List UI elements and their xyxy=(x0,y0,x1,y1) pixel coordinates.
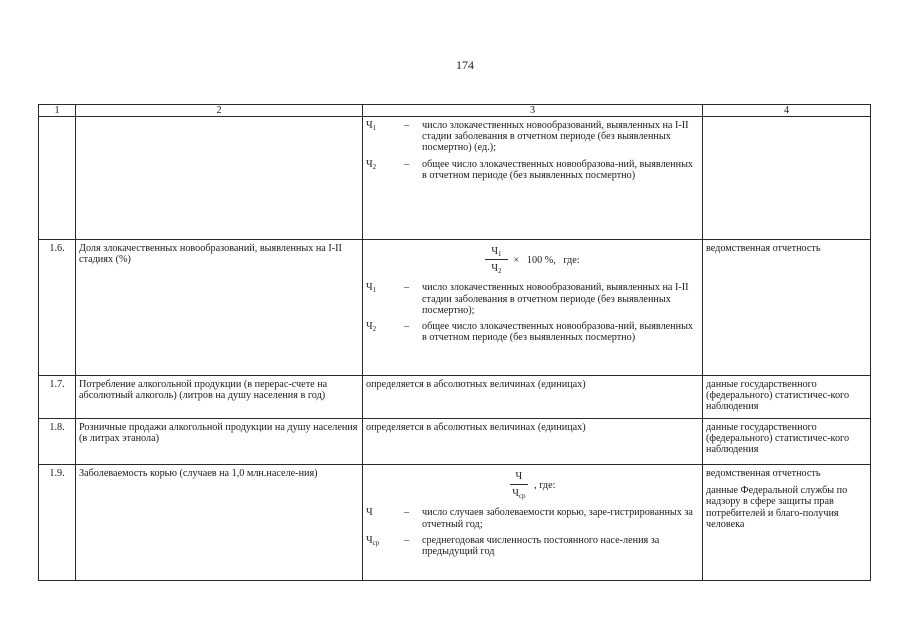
row-number: 1.9. xyxy=(39,465,76,581)
definition-symbol: $Ч_{ср}$ xyxy=(366,534,380,547)
formula xyxy=(366,246,699,274)
formula-fraction xyxy=(485,246,507,274)
definition-dash: – xyxy=(404,507,410,519)
formula-denominator: $Ч_{ср}$ xyxy=(512,488,526,501)
table-row-continuation xyxy=(39,117,871,240)
row-number: 1.8. xyxy=(39,419,76,465)
formula-numerator: $Ч_1$ xyxy=(485,246,507,260)
header-col-3: 3 xyxy=(363,105,703,117)
definition-dash: – xyxy=(404,534,410,546)
row-number-cell xyxy=(39,117,76,240)
definition-text: общее число злокачественных новообразова-ний, выявленных в отчетном периоде (без выявленных посмертно) xyxy=(422,321,694,344)
definition-text: число случаев заболеваемости корью, заре-гистрированных за отчетный год; xyxy=(422,507,693,530)
data-source: ведомственная отчетность xyxy=(703,240,871,376)
definition-symbol: $Ч_2$ xyxy=(366,158,377,171)
definition-symbol: Ч xyxy=(366,507,373,519)
formula-denominator: $Ч_2$ xyxy=(491,263,502,276)
definition-item xyxy=(366,321,699,343)
data-source: ведомственная отчетность xyxy=(706,468,821,479)
definition-dash: – xyxy=(404,158,410,170)
indicator-name: Доля злокачественных новообразований, выявленных на I-II стадиях (%) xyxy=(76,240,363,376)
formula-suffix: × 100 %, где: xyxy=(513,254,580,266)
table-row-1-9 xyxy=(39,465,871,581)
formula-fraction xyxy=(510,471,529,499)
calculation-method-cell xyxy=(363,465,703,581)
indicator-name: Розничные продажи алкогольной продукции на душу населения (в литрах этанола) xyxy=(76,419,363,465)
formula-numerator: Ч xyxy=(510,471,529,485)
definition-item xyxy=(366,507,699,529)
table-row-1-6 xyxy=(39,240,871,376)
definition-symbol: $Ч_1$ xyxy=(366,282,377,295)
calculation-method: определяется в абсолютных величинах (единицах) xyxy=(363,376,703,419)
definition-text: среднегодовая численность постоянного насе-ления за предыдущий год xyxy=(422,534,660,558)
indicator-name: Потребление алкогольной продукции (в перерас-счете на абсолютный алкоголь) (литров на душу населения в год) xyxy=(76,376,363,419)
header-col-1: 1 xyxy=(39,105,76,117)
data-source-cell xyxy=(703,465,871,581)
table-header-row xyxy=(39,105,871,117)
formula xyxy=(366,471,699,499)
calculation-method: определяется в абсолютных величинах (единицах) xyxy=(363,419,703,465)
definition-item xyxy=(366,159,699,181)
definition-symbol: $Ч_2$ xyxy=(366,321,377,334)
formula-suffix: , где: xyxy=(534,479,556,491)
definition-dash: – xyxy=(404,321,410,333)
data-source-cell xyxy=(703,117,871,240)
table-row-1-7 xyxy=(39,376,871,419)
indicators-table xyxy=(38,104,871,581)
row-number: 1.6. xyxy=(39,240,76,376)
header-col-4: 4 xyxy=(703,105,871,117)
definition-item xyxy=(366,120,699,154)
row-number: 1.7. xyxy=(39,376,76,419)
indicator-name-cell xyxy=(76,117,363,240)
page-number: 174 xyxy=(456,58,474,72)
definition-text: число злокачественных новообразований, выявленных на I-II стадии заболевания в отчетном периоде (без выявленных посмертно); xyxy=(422,282,689,316)
data-source: данные государственного (федерального) статистичес-кого наблюдения xyxy=(703,419,871,465)
definition-item xyxy=(366,282,699,316)
data-source-secondary: данные Федеральной службы по надзору в сфере защиты прав потребителей и благо-получия человека xyxy=(706,485,848,530)
calculation-method-cell xyxy=(363,117,703,240)
definition-text: число злокачественных новообразований, выявленных на I-II стадии заболевания в отчетном периоде (без выявленных посмертно) (ед.); xyxy=(422,120,689,154)
definition-item xyxy=(366,535,699,557)
definition-dash: – xyxy=(404,282,410,294)
indicator-name: Заболеваемость корью (случаев на 1,0 млн.населе-ния) xyxy=(76,465,363,581)
definition-dash: – xyxy=(404,120,410,131)
definition-text: общее число злокачественных новообразова-ний, выявленных в отчетном периоде (без выявленных посмертно) xyxy=(422,158,694,181)
definition-symbol: $Ч_1$ xyxy=(366,120,377,132)
table-row-1-8 xyxy=(39,419,871,465)
data-source: данные государственного (федерального) статистичес-кого наблюдения xyxy=(703,376,871,419)
calculation-method-cell xyxy=(363,240,703,376)
header-col-2: 2 xyxy=(76,105,363,117)
